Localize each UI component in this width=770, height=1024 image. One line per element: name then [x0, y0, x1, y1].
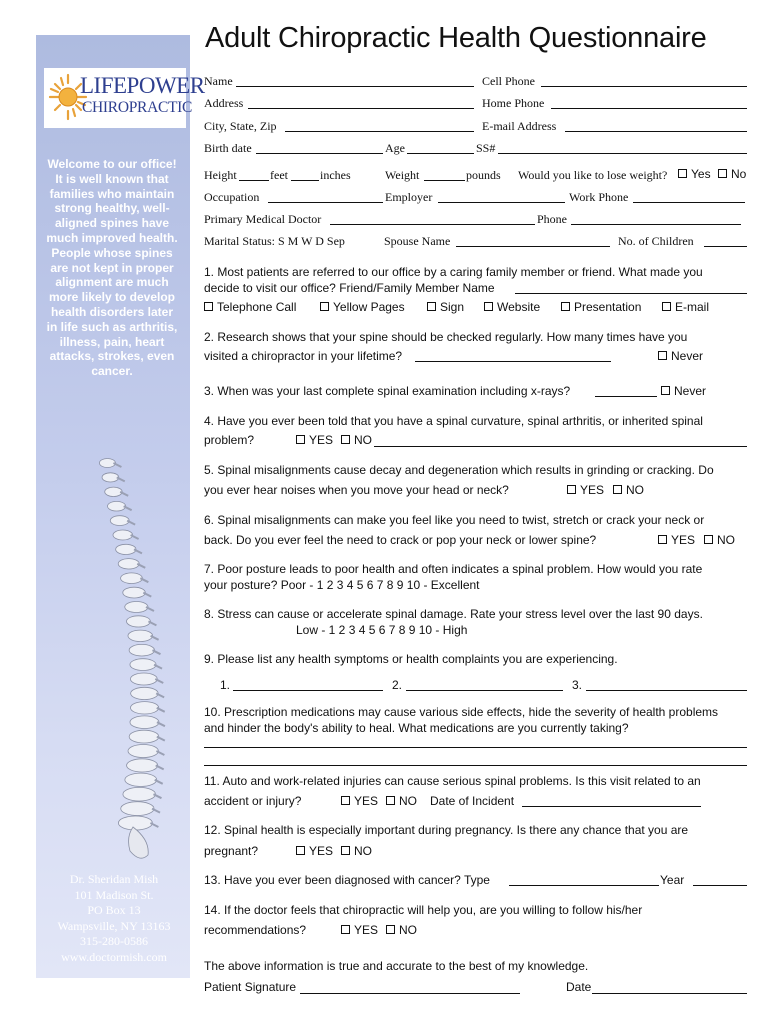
employer-input[interactable]	[438, 202, 565, 203]
signature-date-label: Date	[566, 980, 592, 994]
q2-text-2: visited a chiropractor in your lifetime?	[204, 349, 403, 363]
q9-number-3: 3.	[572, 678, 583, 692]
q6-text: 6. Spinal misalignments can make you feel like you need to twist, stretch or crack your neck or	[204, 513, 705, 527]
checkbox-icon[interactable]	[341, 846, 350, 855]
address-input[interactable]	[248, 108, 474, 109]
checkbox-icon[interactable]	[296, 846, 305, 855]
vertebra	[129, 644, 154, 656]
vertebra	[127, 616, 151, 627]
vertebra	[125, 773, 157, 786]
checkbox-icon[interactable]	[613, 485, 622, 494]
q1-option-yellow-pages[interactable]: Yellow Pages	[320, 300, 405, 314]
q6-text-2: back. Do you ever feel the need to crack or pop your neck or lower spine?	[204, 533, 597, 547]
q3-date-input[interactable]	[595, 396, 657, 397]
height-label: Height	[204, 168, 237, 182]
logo-text-chiropractic: CHIROPRACTIC	[82, 99, 193, 116]
name-label: Name	[204, 74, 233, 88]
po-box: PO Box 13	[87, 903, 141, 917]
q12-yes[interactable]: YES	[296, 844, 333, 858]
office-phone: 315-280-0586	[80, 934, 148, 948]
q1-text-2: decide to visit our office? Friend/Family Member Name	[204, 281, 495, 295]
checkbox-icon[interactable]	[320, 302, 329, 311]
q12-no[interactable]: NO	[341, 844, 372, 858]
q7-text: 7. Poor posture leads to poor health and often indicates a spinal problem. How would you rate	[204, 562, 703, 576]
checkbox-icon[interactable]	[386, 796, 395, 805]
vertebra	[121, 573, 143, 584]
pounds-label: pounds	[466, 168, 501, 182]
q14-text: 14. If the doctor feels that chiropractic will help you, are you willing to follow his/her	[204, 903, 643, 917]
contact-info	[42, 872, 186, 965]
checkbox-icon[interactable]	[341, 435, 350, 444]
q1-option-sign[interactable]: Sign	[427, 300, 464, 314]
checkbox-icon[interactable]	[718, 169, 727, 178]
primary-doctor-input[interactable]	[330, 224, 535, 225]
q12-text-2: pregnant?	[204, 844, 259, 858]
home-phone-label: Home Phone	[482, 96, 545, 110]
q1-text: 1. Most patients are referred to our office by a caring family member or friend. What made you	[204, 265, 703, 279]
q1-option-email[interactable]: E-mail	[662, 300, 709, 314]
vertebra	[102, 473, 119, 482]
q10-text: 10. Prescription medications may cause various side effects, hide the severity of health problems	[204, 705, 719, 719]
page-title: Adult Chiropractic Health Questionnaire	[205, 22, 707, 54]
checkbox-icon[interactable]	[704, 535, 713, 544]
checkbox-icon[interactable]	[204, 302, 213, 311]
q6-yes[interactable]: YES	[658, 533, 695, 547]
q4-details-input[interactable]	[374, 446, 747, 447]
q4-no[interactable]: NO	[341, 433, 372, 447]
checkbox-icon[interactable]	[567, 485, 576, 494]
q14-yes[interactable]: YES	[341, 923, 378, 937]
doctor-phone-input[interactable]	[571, 224, 741, 225]
marital-status-label[interactable]: Marital Status: S M W D Sep	[204, 234, 345, 248]
address-label: Address	[204, 96, 244, 110]
children-input[interactable]	[704, 246, 747, 247]
checkbox-icon[interactable]	[341, 925, 350, 934]
checkbox-icon[interactable]	[296, 435, 305, 444]
lose-weight-label: Would you like to lose weight?	[518, 168, 668, 182]
checkbox-icon[interactable]	[427, 302, 436, 311]
height-feet-input[interactable]	[239, 180, 269, 181]
checkbox-icon[interactable]	[341, 796, 350, 805]
weight-input[interactable]	[424, 180, 465, 181]
city-state-zip: Wampsville, NY 13163	[57, 918, 171, 933]
q5-no[interactable]: NO	[613, 483, 644, 497]
q5-text-2: you ever hear noises when you move your head or neck?	[204, 483, 509, 497]
vertebra	[123, 587, 145, 598]
signature-date-input[interactable]	[592, 993, 747, 994]
vertebra	[116, 544, 136, 554]
q9-number-2: 2.	[392, 678, 403, 692]
weight-label: Weight	[385, 168, 420, 182]
symptom-2-input[interactable]	[406, 690, 563, 691]
spine-illustration	[78, 455, 178, 865]
q9-text: 9. Please list any health symptoms or health complaints you are experiencing.	[204, 652, 618, 666]
ssn-input[interactable]	[498, 153, 747, 154]
inches-label: inches	[320, 168, 351, 182]
cell-phone-input[interactable]	[541, 86, 747, 87]
vertebra	[118, 816, 152, 830]
cell-phone-label: Cell Phone	[482, 74, 535, 88]
q11-text-2: accident or injury?	[204, 794, 302, 808]
spouse-name-label: Spouse Name	[384, 234, 451, 248]
q10-text-2: and hinder the body's ability to heal. What medications are you currently taking?	[204, 721, 629, 735]
doctor-name: Dr. Sheridan Mish	[69, 872, 159, 886]
age-input[interactable]	[407, 153, 474, 154]
vertebra	[108, 501, 126, 511]
q3-text: 3. When was your last complete spinal examination including x-rays?	[204, 384, 571, 398]
employer-label: Employer	[385, 190, 433, 204]
q4-text-2: problem?	[204, 433, 255, 447]
q11-text: 11. Auto and work-related injuries can cause serious spinal problems. Is this visit related to an	[204, 774, 701, 788]
q5-yes[interactable]: YES	[567, 483, 604, 497]
logo-text-lifepower: LIFEPOWER	[80, 73, 205, 98]
cancer-type-input[interactable]	[509, 885, 659, 886]
certification-statement: The above information is true and accurate to the best of my knowledge.	[204, 959, 589, 973]
home-phone-input[interactable]	[551, 108, 747, 109]
q5-text: 5. Spinal misalignments cause decay and degeneration which results in grinding or cracking. Do	[204, 463, 714, 477]
vertebra	[130, 659, 156, 671]
street-address: 101 Madison St.	[74, 887, 154, 902]
vertebra	[110, 516, 129, 526]
lose-weight-no[interactable]: No	[718, 167, 746, 181]
q4-yes[interactable]: YES	[296, 433, 333, 447]
age-label: Age	[385, 141, 405, 155]
children-label: No. of Children	[618, 234, 694, 248]
checkbox-icon[interactable]	[658, 351, 667, 360]
q1-option-telephone[interactable]: Telephone Call	[204, 300, 296, 314]
vertebra	[128, 745, 158, 758]
checkbox-icon[interactable]	[561, 302, 570, 311]
vertebra	[125, 602, 148, 613]
checkbox-icon[interactable]	[678, 169, 687, 178]
sacrum	[129, 827, 149, 858]
city-state-zip-label: City, State, Zip	[204, 119, 277, 133]
q12-text: 12. Spinal health is especially important during pregnancy. Is there any chance that you are	[204, 823, 689, 837]
q1-option-website[interactable]: Website	[484, 300, 540, 314]
incident-date-input[interactable]	[522, 806, 701, 807]
medications-input-1[interactable]	[204, 747, 747, 748]
welcome-message: Welcome to our office! It is well known that families who maintain strong healthy, well-aligned spines have much improved health. People whose spines are not kept in proper alignment are much more likely to develop health disorders later in life such as arthritis, illness, pain, heart attacks, strokes, even cancer.	[46, 157, 178, 379]
q9-number-1: 1.	[220, 678, 231, 692]
q6-no[interactable]: NO	[704, 533, 735, 547]
vertebra	[121, 802, 154, 816]
website[interactable]: www.doctormish.com	[61, 949, 167, 964]
logo	[44, 68, 205, 128]
lose-weight-yes[interactable]: Yes	[678, 167, 711, 181]
occupation-label: Occupation	[204, 190, 260, 204]
vertebra	[118, 559, 139, 569]
vertebra	[130, 702, 158, 714]
q2-text: 2. Research shows that your spine should be checked regularly. How many times have you	[204, 330, 688, 344]
q14-text-2: recommendations?	[204, 923, 307, 937]
checkbox-icon[interactable]	[386, 925, 395, 934]
feet-label: feet	[270, 168, 288, 182]
signature-label: Patient Signature	[204, 980, 297, 994]
q8-stress-scale[interactable]: Low - 1 2 3 4 5 6 7 8 9 10 - High	[296, 623, 468, 637]
cancer-year-input[interactable]	[693, 885, 747, 886]
incident-date-label: Date of Incident	[430, 794, 515, 808]
vertebra	[130, 716, 159, 729]
checkbox-icon[interactable]	[658, 535, 667, 544]
q2-never[interactable]: Never	[658, 349, 703, 363]
primary-doctor-label: Primary Medical Doctor	[204, 212, 322, 226]
spouse-name-input[interactable]	[456, 246, 610, 247]
vertebra	[130, 673, 157, 685]
birth-date-input[interactable]	[256, 153, 383, 154]
vertebra	[99, 459, 115, 468]
checkbox-icon[interactable]	[662, 302, 671, 311]
checkbox-icon[interactable]	[661, 386, 670, 395]
symptom-1-input[interactable]	[233, 690, 383, 691]
referral-name-input[interactable]	[515, 293, 747, 294]
vertebra	[113, 530, 133, 540]
work-phone-label: Work Phone	[569, 190, 629, 204]
q14-no[interactable]: NO	[386, 923, 417, 937]
occupation-input[interactable]	[268, 202, 383, 203]
vertebra	[131, 687, 159, 699]
birth-date-label: Birth date	[204, 141, 252, 155]
work-phone-input[interactable]	[633, 202, 745, 203]
vertebra	[128, 630, 153, 641]
q11-no[interactable]: NO	[386, 794, 417, 808]
email-label: E-mail Address	[482, 119, 557, 133]
vertebra	[105, 487, 122, 496]
vertebra	[127, 759, 158, 772]
q4-text: 4. Have you ever been told that you have a spinal curvature, spinal arthritis, or inherited spinal	[204, 414, 703, 428]
medications-input-2[interactable]	[204, 765, 747, 766]
cancer-year-label: Year	[660, 873, 685, 887]
q11-yes[interactable]: YES	[341, 794, 378, 808]
checkbox-icon[interactable]	[484, 302, 493, 311]
email-input[interactable]	[565, 131, 747, 132]
q3-never[interactable]: Never	[661, 384, 706, 398]
doctor-phone-label: Phone	[537, 212, 567, 226]
name-input[interactable]	[236, 86, 474, 87]
q1-option-presentation[interactable]: Presentation	[561, 300, 641, 314]
q2-visits-input[interactable]	[415, 361, 611, 362]
height-inches-input[interactable]	[291, 180, 319, 181]
ssn-label: SS#	[476, 141, 496, 155]
vertebra	[129, 730, 159, 743]
signature-input[interactable]	[300, 993, 520, 994]
vertebra	[123, 787, 156, 801]
q13-text: 13. Have you ever been diagnosed with cancer? Type	[204, 873, 490, 887]
symptom-3-input[interactable]	[586, 690, 747, 691]
city-state-zip-input[interactable]	[285, 131, 474, 132]
q7-posture-scale[interactable]: your posture? Poor - 1 2 3 4 5 6 7 8 9 10 - Excellent	[204, 578, 480, 592]
q8-text: 8. Stress can cause or accelerate spinal damage. Rate your stress level over the last 90 days.	[204, 607, 703, 621]
